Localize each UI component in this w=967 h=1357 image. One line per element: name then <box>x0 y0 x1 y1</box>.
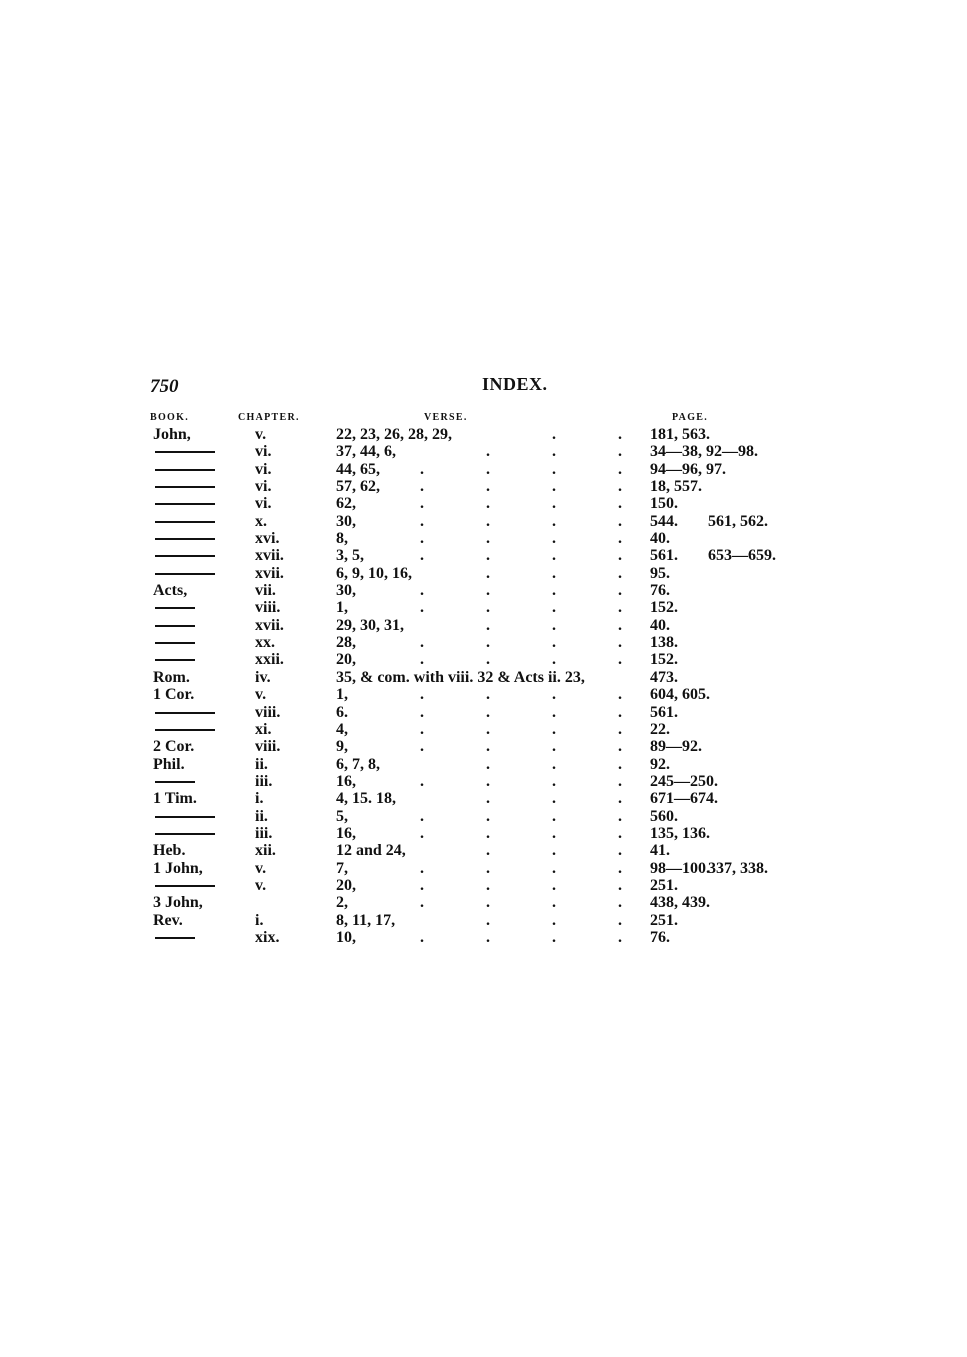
index-row <box>0 513 967 530</box>
leader-dot: . <box>420 824 424 842</box>
page-cell: 34—38, 92—98. <box>650 443 758 461</box>
leader-dot: . <box>420 703 424 721</box>
verse-cell: 62, <box>336 495 356 513</box>
index-row <box>0 756 967 773</box>
column-header-book: BOOK. <box>150 412 190 423</box>
leader-dot: . <box>618 634 622 652</box>
verse-cell: 29, 30, 31, <box>336 616 404 634</box>
leader-dot: . <box>552 911 556 929</box>
leader-dot: . <box>420 859 424 877</box>
leader-dot: . <box>486 790 490 808</box>
leader-dot: . <box>552 478 556 496</box>
page-cell: 18, 557. <box>650 478 702 496</box>
page-cell: 22. <box>650 720 670 738</box>
leader-dot: . <box>486 478 490 496</box>
chapter-cell: v. <box>255 426 267 443</box>
book-cell: 1 Tim. <box>153 790 197 808</box>
leader-dot: . <box>420 738 424 756</box>
leader-dot: . <box>618 807 622 825</box>
page-cell: 76. <box>650 582 670 600</box>
verse-cell: 10, <box>336 928 356 946</box>
verse-cell: 7, <box>336 859 348 877</box>
leader-dot: . <box>486 755 490 773</box>
leader-dot: . <box>486 824 490 842</box>
column-header-verse: VERSE. <box>424 412 468 423</box>
book-cell: 3 John, <box>153 894 203 912</box>
index-row <box>0 651 967 668</box>
leader-dot: . <box>420 512 424 530</box>
chapter-cell: vi. <box>255 495 272 513</box>
chapter-cell: vi. <box>255 460 272 478</box>
leader-dot: . <box>618 616 622 634</box>
page-cell: 245—250. <box>650 772 718 790</box>
page-extra-cell: 561, 562. <box>708 512 768 530</box>
ditto-rule <box>155 833 215 835</box>
ditto-rule <box>155 538 215 540</box>
ditto-rule <box>155 573 215 575</box>
index-row <box>0 547 967 564</box>
index-row <box>0 894 967 911</box>
leader-dot: . <box>486 616 490 634</box>
leader-dot: . <box>552 755 556 773</box>
chapter-cell: vii. <box>255 582 276 600</box>
chapter-cell: viii. <box>255 599 281 617</box>
leader-dot: . <box>486 582 490 600</box>
leader-dot: . <box>552 772 556 790</box>
ditto-rule <box>155 659 195 661</box>
leader-dot: . <box>486 564 490 582</box>
page-cell: 544. <box>650 512 678 530</box>
leader-dot: . <box>486 651 490 669</box>
page-cell: 98—100. <box>650 859 710 877</box>
chapter-cell: viii. <box>255 738 281 756</box>
page-cell: 560. <box>650 807 678 825</box>
verse-cell: 12 and 24, <box>336 842 406 860</box>
leader-dot: . <box>420 772 424 790</box>
ditto-rule <box>155 712 215 714</box>
leader-dot: . <box>420 634 424 652</box>
leader-dot: . <box>420 686 424 704</box>
leader-dot: . <box>552 651 556 669</box>
ditto-rule <box>155 625 195 627</box>
leader-dot: . <box>618 911 622 929</box>
ditto-rule <box>155 555 215 557</box>
page-cell: 41. <box>650 842 670 860</box>
leader-dot: . <box>486 703 490 721</box>
leader-dot: . <box>486 876 490 894</box>
ditto-rule <box>155 607 195 609</box>
leader-dot: . <box>618 772 622 790</box>
page-cell: 40. <box>650 616 670 634</box>
leader-dot: . <box>618 495 622 513</box>
chapter-cell: xix. <box>255 928 280 946</box>
ditto-rule <box>155 642 195 644</box>
verse-cell: 35, & com. with viii. 32 & Acts ii. 23, <box>336 668 585 686</box>
chapter-cell: vi. <box>255 478 272 496</box>
verse-cell: 2, <box>336 894 348 912</box>
verse-cell: 30, <box>336 512 356 530</box>
page-cell: 40. <box>650 530 670 548</box>
index-row <box>0 495 967 512</box>
leader-dot: . <box>486 599 490 617</box>
leader-dot: . <box>486 911 490 929</box>
index-row <box>0 599 967 616</box>
leader-dot: . <box>420 928 424 946</box>
leader-dot: . <box>486 634 490 652</box>
page-cell: 604, 605. <box>650 686 710 704</box>
verse-cell: 3, 5, <box>336 547 364 565</box>
leader-dot: . <box>618 582 622 600</box>
chapter-cell: xii. <box>255 842 276 860</box>
ditto-rule <box>155 816 215 818</box>
leader-dot: . <box>552 790 556 808</box>
column-header-page: PAGE. <box>672 412 709 423</box>
verse-cell: 1, <box>336 599 348 617</box>
leader-dot: . <box>552 876 556 894</box>
leader-dot: . <box>552 894 556 912</box>
page-cell: 152. <box>650 651 678 669</box>
leader-dot: . <box>618 564 622 582</box>
leader-dot: . <box>618 651 622 669</box>
leader-dot: . <box>618 443 622 461</box>
book-cell: Rom. <box>153 668 190 686</box>
leader-dot: . <box>486 686 490 704</box>
index-row <box>0 808 967 825</box>
index-row <box>0 842 967 859</box>
leader-dot: . <box>552 582 556 600</box>
leader-dot: . <box>420 720 424 738</box>
leader-dot: . <box>420 495 424 513</box>
leader-dot: . <box>618 755 622 773</box>
page-cell: 89—92. <box>650 738 702 756</box>
page-cell: 92. <box>650 755 670 773</box>
leader-dot: . <box>420 599 424 617</box>
book-cell: 1 Cor. <box>153 686 195 704</box>
index-row <box>0 704 967 721</box>
page-cell: 251. <box>650 911 678 929</box>
column-header-chapter: CHAPTER. <box>238 412 300 423</box>
verse-cell: 44, 65, <box>336 460 380 478</box>
book-cell: 2 Cor. <box>153 738 195 756</box>
running-head: INDEX. <box>482 374 548 394</box>
leader-dot: . <box>552 703 556 721</box>
index-row <box>0 461 967 478</box>
verse-cell: 6. <box>336 703 348 721</box>
chapter-cell: vi. <box>255 443 272 461</box>
index-row <box>0 912 967 929</box>
leader-dot: . <box>552 928 556 946</box>
verse-cell: 8, <box>336 530 348 548</box>
page-cell: 150. <box>650 495 678 513</box>
chapter-cell: xvi. <box>255 530 280 548</box>
page-number: 750 <box>150 376 179 397</box>
chapter-cell: iii. <box>255 824 273 842</box>
leader-dot: . <box>618 530 622 548</box>
page-cell: 473. <box>650 668 678 686</box>
leader-dot: . <box>552 512 556 530</box>
chapter-cell: i. <box>255 911 264 929</box>
chapter-cell: xx. <box>255 634 275 652</box>
leader-dot: . <box>618 738 622 756</box>
page-cell: 561. <box>650 547 678 565</box>
leader-dot: . <box>618 824 622 842</box>
leader-dot: . <box>618 928 622 946</box>
index-row <box>0 617 967 634</box>
leader-dot: . <box>618 876 622 894</box>
leader-dot: . <box>486 772 490 790</box>
index-row <box>0 738 967 755</box>
chapter-cell: iv. <box>255 668 271 686</box>
leader-dot: . <box>486 738 490 756</box>
leader-dot: . <box>618 842 622 860</box>
index-row <box>0 877 967 894</box>
chapter-cell: xvii. <box>255 564 284 582</box>
page-cell: 94—96, 97. <box>650 460 726 478</box>
leader-dot: . <box>486 928 490 946</box>
index-row <box>0 478 967 495</box>
leader-dot: . <box>486 460 490 478</box>
chapter-cell: ii. <box>255 807 268 825</box>
leader-dot: . <box>618 512 622 530</box>
leader-dot: . <box>420 876 424 894</box>
page-extra-cell: 337, 338. <box>708 859 768 877</box>
leader-dot: . <box>420 547 424 565</box>
leader-dot: . <box>420 651 424 669</box>
leader-dot: . <box>552 460 556 478</box>
chapter-cell: v. <box>255 686 267 704</box>
leader-dot: . <box>552 426 556 443</box>
verse-cell: 28, <box>336 634 356 652</box>
leader-dot: . <box>618 720 622 738</box>
page-cell: 251. <box>650 876 678 894</box>
chapter-cell: xi. <box>255 720 272 738</box>
verse-cell: 9, <box>336 738 348 756</box>
ditto-rule <box>155 885 215 887</box>
page-cell: 138. <box>650 634 678 652</box>
leader-dot: . <box>420 894 424 912</box>
index-row <box>0 790 967 807</box>
leader-dot: . <box>552 564 556 582</box>
ditto-rule <box>155 486 215 488</box>
book-cell: Acts, <box>153 582 188 600</box>
ditto-rule <box>155 781 195 783</box>
ditto-rule <box>155 451 215 453</box>
index-row <box>0 426 967 443</box>
leader-dot: . <box>552 807 556 825</box>
leader-dot: . <box>552 495 556 513</box>
chapter-cell: xxii. <box>255 651 284 669</box>
page-extra-cell: 653—659. <box>708 547 776 565</box>
leader-dot: . <box>618 460 622 478</box>
book-cell: John, <box>153 426 191 443</box>
leader-dot: . <box>552 547 556 565</box>
page-cell: 671—674. <box>650 790 718 808</box>
index-row <box>0 773 967 790</box>
leader-dot: . <box>486 547 490 565</box>
leader-dot: . <box>486 443 490 461</box>
chapter-cell: iii. <box>255 772 273 790</box>
leader-dot: . <box>552 530 556 548</box>
chapter-cell: x. <box>255 512 267 530</box>
book-cell: Phil. <box>153 755 185 773</box>
ditto-rule <box>155 503 215 505</box>
leader-dot: . <box>420 478 424 496</box>
verse-cell: 8, 11, 17, <box>336 911 396 929</box>
index-row <box>0 530 967 547</box>
index-row <box>0 582 967 599</box>
leader-dot: . <box>618 859 622 877</box>
leader-dot: . <box>618 478 622 496</box>
leader-dot: . <box>486 894 490 912</box>
chapter-cell: xvii. <box>255 616 284 634</box>
verse-cell: 4, <box>336 720 348 738</box>
index-row <box>0 860 967 877</box>
verse-cell: 20, <box>336 651 356 669</box>
leader-dot: . <box>552 634 556 652</box>
verse-cell: 16, <box>336 772 356 790</box>
leader-dot: . <box>552 824 556 842</box>
leader-dot: . <box>552 686 556 704</box>
page-cell: 181, 563. <box>650 426 710 443</box>
verse-cell: 20, <box>336 876 356 894</box>
leader-dot: . <box>552 738 556 756</box>
index-row <box>0 686 967 703</box>
leader-dot: . <box>552 443 556 461</box>
book-cell: Rev. <box>153 911 183 929</box>
leader-dot: . <box>420 460 424 478</box>
index-table <box>0 426 967 946</box>
leader-dot: . <box>486 530 490 548</box>
leader-dot: . <box>618 426 622 443</box>
leader-dot: . <box>420 582 424 600</box>
book-cell: Heb. <box>153 842 186 860</box>
leader-dot: . <box>486 859 490 877</box>
leader-dot: . <box>618 547 622 565</box>
verse-cell: 57, 62, <box>336 478 380 496</box>
verse-cell: 30, <box>336 582 356 600</box>
leader-dot: . <box>552 720 556 738</box>
page-cell: 135, 136. <box>650 824 710 842</box>
leader-dot: . <box>618 703 622 721</box>
index-row <box>0 634 967 651</box>
chapter-cell: v. <box>255 876 267 894</box>
leader-dot: . <box>618 686 622 704</box>
leader-dot: . <box>420 530 424 548</box>
leader-dot: . <box>618 790 622 808</box>
verse-cell: 6, 9, 10, 16, <box>336 564 412 582</box>
leader-dot: . <box>486 807 490 825</box>
verse-cell: 4, 15. 18, <box>336 790 396 808</box>
verse-cell: 16, <box>336 824 356 842</box>
verse-cell: 22, 23, 26, 28, 29, <box>336 426 452 443</box>
leader-dot: . <box>552 616 556 634</box>
leader-dot: . <box>618 599 622 617</box>
chapter-cell: viii. <box>255 703 281 721</box>
chapter-cell: v. <box>255 859 267 877</box>
leader-dot: . <box>552 842 556 860</box>
leader-dot: . <box>486 512 490 530</box>
ditto-rule <box>155 729 215 731</box>
verse-cell: 6, 7, 8, <box>336 755 380 773</box>
verse-cell: 37, 44, 6, <box>336 443 396 461</box>
page-cell: 438, 439. <box>650 894 710 912</box>
book-cell: 1 John, <box>153 859 203 877</box>
chapter-cell: xvii. <box>255 547 284 565</box>
index-row <box>0 721 967 738</box>
leader-dot: . <box>552 859 556 877</box>
verse-cell: 5, <box>336 807 348 825</box>
index-row <box>0 565 967 582</box>
leader-dot: . <box>486 842 490 860</box>
page-cell: 76. <box>650 928 670 946</box>
leader-dot: . <box>552 599 556 617</box>
page-cell: 561. <box>650 703 678 721</box>
ditto-rule <box>155 521 215 523</box>
index-row <box>0 825 967 842</box>
verse-cell: 1, <box>336 686 348 704</box>
leader-dot: . <box>486 495 490 513</box>
page-cell: 95. <box>650 564 670 582</box>
index-row <box>0 929 967 946</box>
ditto-rule <box>155 469 215 471</box>
leader-dot: . <box>618 894 622 912</box>
chapter-cell: ii. <box>255 755 268 773</box>
ditto-rule <box>155 937 195 939</box>
index-row <box>0 669 967 686</box>
page-cell: 152. <box>650 599 678 617</box>
leader-dot: . <box>486 720 490 738</box>
leader-dot: . <box>420 807 424 825</box>
index-row <box>0 443 967 460</box>
chapter-cell: i. <box>255 790 264 808</box>
